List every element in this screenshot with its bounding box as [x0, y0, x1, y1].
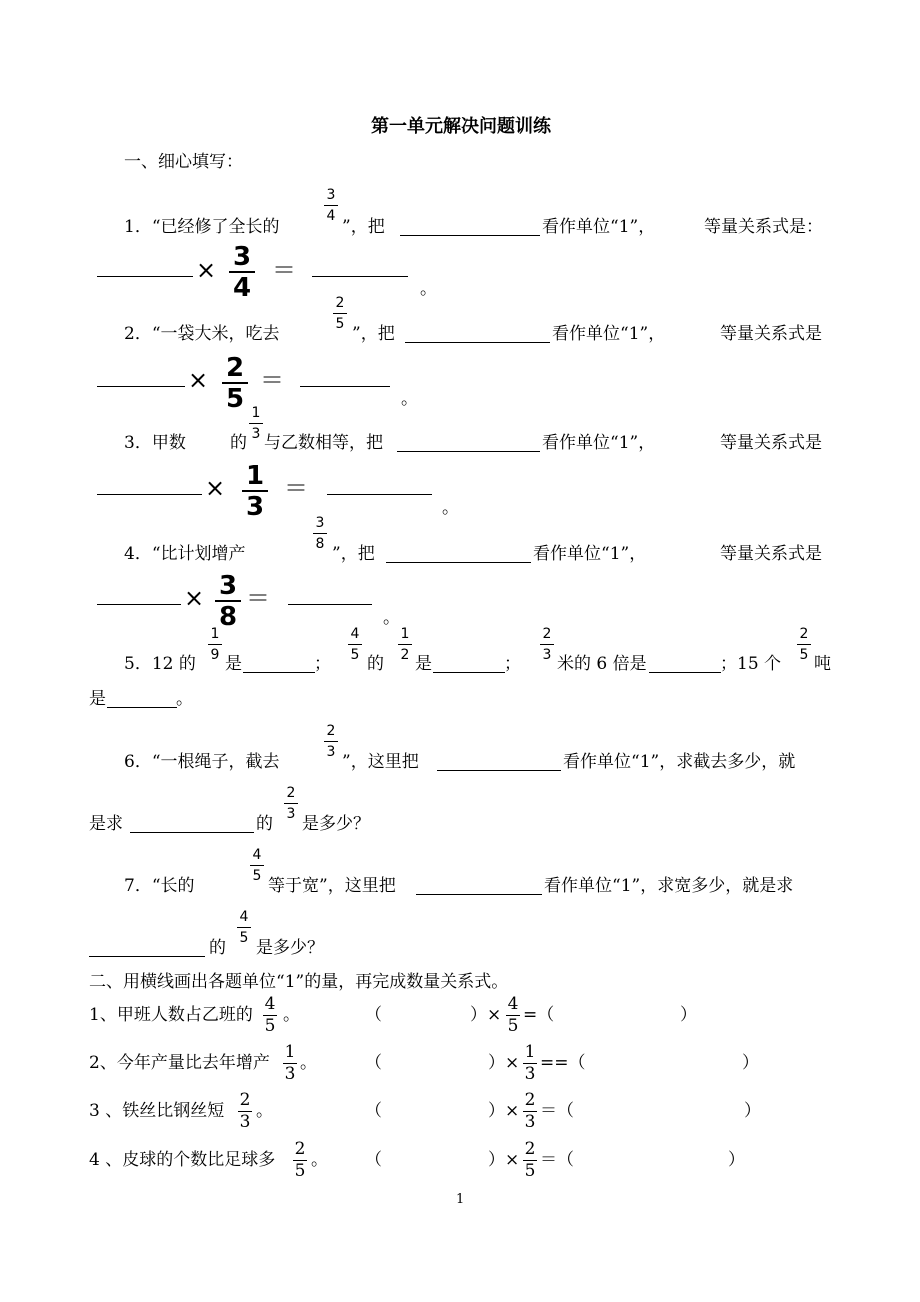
q6-text-e: 的 [256, 814, 273, 834]
s2-item-4-lp[interactable]: （ [365, 1150, 382, 1170]
s2-item-2-text: 2、今年产量比去年增产 [89, 1053, 270, 1073]
q3-equals-sign: ＝ [284, 474, 308, 502]
q1-text-d: 等量关系式是： [704, 217, 823, 237]
q6-text-b: ”，这里把 [342, 752, 419, 772]
q4-fraction: 3 8 [313, 516, 327, 551]
q2-text-d: 等量关系式是 [720, 324, 822, 344]
q1-times-sign: × [196, 256, 217, 284]
q7-text-e: 的 [209, 938, 226, 958]
s2-item-2-formula-fraction: 1 3 [524, 1042, 536, 1084]
q5-text-d: 的 [367, 654, 384, 674]
q1-formula-blank-2[interactable] [312, 276, 408, 277]
q5-sep-1: ； [314, 654, 331, 674]
q2-period: 。 [401, 389, 418, 409]
q2-text-a: 2．“一袋大米，吃去 [124, 324, 280, 344]
q3-text-d: 等量关系式是 [720, 433, 822, 453]
s2-item-2-eq[interactable]: ==（ [540, 1053, 586, 1073]
s2-item-2-end: 。 [300, 1053, 317, 1073]
q4-text-a: 4．“比计划增产 [124, 544, 246, 564]
q5-text-h: ；15 个 [720, 654, 782, 674]
q3-text-c: 看作单位“1”， [542, 433, 656, 453]
q5-text-i: 吨 [814, 654, 831, 674]
q2-text-b: ”，把 [352, 324, 395, 344]
q1-equals-sign: ＝ [272, 256, 296, 284]
s2-item-3-close: ） [744, 1101, 761, 1121]
q3-formula-blank-1[interactable] [97, 494, 202, 495]
q5-sep-2: ； [504, 654, 521, 674]
s2-item-1-close: ） [680, 1005, 697, 1025]
q2-formula-blank-1[interactable] [97, 386, 185, 387]
q4-formula-blank-1[interactable] [97, 604, 181, 605]
q4-blank-unit[interactable] [386, 562, 531, 563]
q4-formula-blank-2[interactable] [288, 604, 372, 605]
q7-blank-2[interactable] [89, 956, 205, 957]
q6-text-d: 是求 [89, 814, 123, 834]
s2-item-1-rp: ）× [470, 1005, 502, 1025]
q3-times-sign: × [205, 474, 226, 502]
q5-text-k: 。 [176, 689, 193, 709]
s2-item-3-lp[interactable]: （ [365, 1101, 382, 1121]
s2-item-2-lp[interactable]: （ [365, 1053, 382, 1073]
page-number: 1 [456, 1192, 465, 1207]
q5-text-a: 5．12 的 [124, 654, 196, 674]
q2-formula-fraction: 2 5 [222, 355, 248, 412]
q5-blank-1[interactable] [243, 672, 315, 673]
section2-heading: 二、用横线画出各题单位“1”的量，再完成数量关系式。 [89, 972, 509, 992]
q5-blank-3[interactable] [649, 672, 721, 673]
q1-blank-unit[interactable] [400, 235, 540, 236]
q7-text-c: 看作单位“1”，求宽多少，就是求 [544, 876, 794, 896]
s2-item-3-fraction: 2 3 [239, 1090, 251, 1132]
s2-item-4-fraction: 2 5 [294, 1139, 306, 1181]
page-title: 第一单元解决问题训练 [371, 116, 551, 137]
s2-item-1-fraction: 4 5 [264, 994, 276, 1036]
s2-item-1-end: 。 [283, 1005, 300, 1025]
q3-blank-unit[interactable] [397, 451, 540, 452]
q4-text-b: ”，把 [332, 544, 375, 564]
q4-equals-sign: ＝ [246, 584, 270, 612]
q7-blank-unit[interactable] [416, 894, 542, 895]
q4-text-d: 等量关系式是 [720, 544, 822, 564]
s2-item-3-formula-fraction: 2 3 [524, 1090, 536, 1132]
q2-formula-blank-2[interactable] [300, 386, 390, 387]
q5-fraction-5: 2 5 [797, 627, 811, 662]
q3-formula-fraction: 1 3 [242, 463, 268, 520]
q5-blank-4[interactable] [107, 707, 177, 708]
s2-item-4-eq[interactable]: ＝（ [540, 1150, 574, 1170]
s2-item-1-lp[interactable]: （ [365, 1005, 382, 1025]
q2-times-sign: × [188, 366, 209, 394]
q6-fraction-2: 2 3 [284, 786, 298, 821]
q5-fraction-4: 2 3 [540, 627, 554, 662]
q4-formula-fraction: 3 8 [215, 573, 241, 630]
q3-text-b: 与乙数相等，把 [264, 433, 383, 453]
s2-item-3-end: 。 [256, 1101, 273, 1121]
q4-times-sign: × [184, 584, 205, 612]
q4-text-c: 看作单位“1”， [533, 544, 647, 564]
q5-fraction-1: 1 9 [208, 627, 222, 662]
q7-text-g: 是多少？ [256, 938, 324, 958]
q5-text-j: 是 [89, 689, 106, 709]
q6-blank-2[interactable] [130, 832, 254, 833]
s2-item-3-text: 3 、铁丝比钢丝短 [89, 1101, 225, 1121]
q3-fraction: 1 3 [249, 406, 263, 441]
q1-period: 。 [420, 279, 437, 299]
q1-formula-blank-1[interactable] [97, 276, 193, 277]
q3-text-a: 3．甲数 [124, 433, 186, 453]
q2-fraction: 2 5 [333, 296, 347, 331]
q1-text-b: ”，把 [342, 217, 385, 237]
q1-formula-fraction: 3 4 [229, 244, 255, 301]
q3-text-a2: 的 [230, 433, 247, 453]
s2-item-3-rp: ）× [488, 1101, 520, 1121]
q6-text-a: 6．“一根绳子，截去 [124, 752, 280, 772]
q2-blank-unit[interactable] [405, 342, 550, 343]
s2-item-1-eq[interactable]: =（ [523, 1005, 555, 1025]
s2-item-2-fraction: 1 3 [284, 1042, 296, 1084]
s2-item-2-rp: ）× [488, 1053, 520, 1073]
q5-text-b: 是 [225, 654, 242, 674]
q5-text-g: 米的 6 倍是 [557, 654, 647, 674]
section1-heading: 一、细心填写： [124, 152, 243, 172]
s2-item-4-close: ） [728, 1150, 745, 1170]
q1-text-c: 看作单位“1”， [542, 217, 656, 237]
q5-fraction-3: 1 2 [398, 627, 412, 662]
q3-formula-blank-2[interactable] [327, 494, 432, 495]
s2-item-1-formula-fraction: 4 5 [507, 994, 519, 1036]
q2-equals-sign: ＝ [260, 366, 284, 394]
q6-text-c: 看作单位“1”，求截去多少，就 [563, 752, 796, 772]
s2-item-2-close: ） [742, 1053, 759, 1073]
q5-text-e: 是 [415, 654, 432, 674]
s2-item-4-end: 。 [311, 1150, 328, 1170]
q7-fraction-2: 4 5 [237, 910, 251, 945]
q3-period: 。 [442, 498, 459, 518]
s2-item-3-eq[interactable]: ＝（ [540, 1101, 574, 1121]
q1-text-a: 1．“已经修了全长的 [124, 217, 280, 237]
q5-blank-2[interactable] [433, 672, 505, 673]
q6-blank-unit[interactable] [437, 770, 561, 771]
s2-item-1-text: 1、甲班人数占乙班的 [89, 1005, 253, 1025]
q2-text-c: 看作单位“1”， [552, 324, 666, 344]
q4-period: 。 [383, 608, 400, 628]
q6-text-g: 是多少？ [302, 814, 370, 834]
s2-item-4-formula-fraction: 2 5 [524, 1139, 536, 1181]
q5-fraction-2: 4 5 [348, 627, 362, 662]
s2-item-4-text: 4 、皮球的个数比足球多 [89, 1150, 276, 1170]
q6-fraction: 2 3 [324, 724, 338, 759]
s2-item-4-rp: ）× [488, 1150, 520, 1170]
q7-fraction: 4 5 [250, 848, 264, 883]
q7-text-a: 7．“长的 [124, 876, 195, 896]
q1-fraction: 3 4 [324, 188, 338, 223]
q7-text-b: 等于宽”，这里把 [268, 876, 396, 896]
